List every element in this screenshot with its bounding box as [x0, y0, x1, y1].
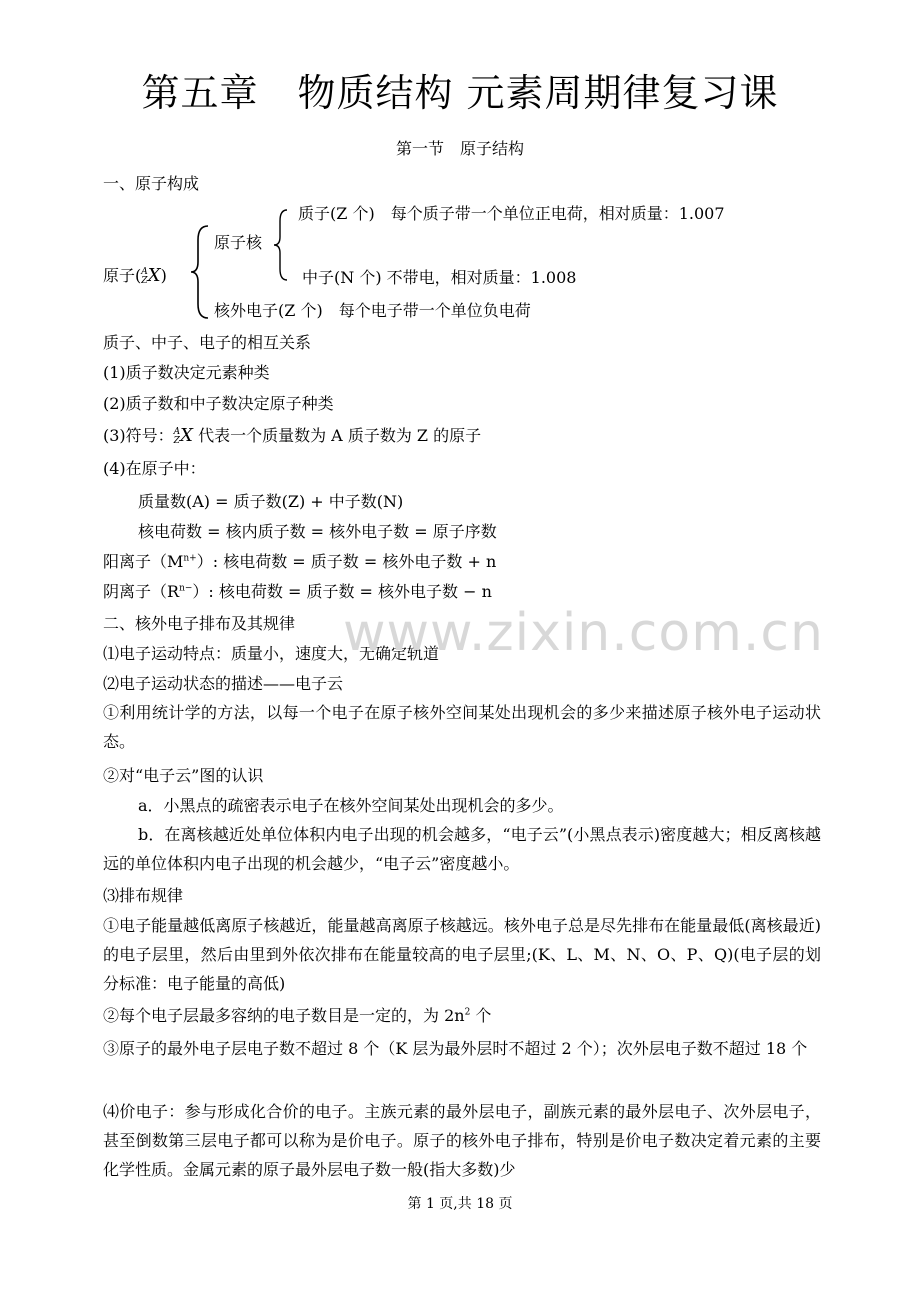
relation-item-1: (1)质子数决定元素种类 [103, 363, 270, 382]
electron-motion-feature: ⑴电子运动特点：质量小，速度大，无确定轨道 [103, 644, 440, 663]
arrangement-rule-1: ①电子能量越低离原子核越近，能量越高离原子核越远。核外电子总是尽先排布在能量最低(离核最近)的电子层里，然后由里到外依次排布在能量较高的电子层里;(K、L、M、N、O、P、Q)(电子层的划分标准：电子能量的高低) [103, 916, 821, 993]
section-heading-1: 一、原子构成 [103, 174, 200, 193]
atom-brace [188, 222, 212, 322]
arrangement-rule-3: ③原子的最外电子层电子数不超过 8 个（K 层为最外层时不超过 2 个）；次外层电子数不超过 18 个 [103, 1039, 808, 1058]
equation-nuclear-charge: 核电荷数 = 核内质子数 = 核外电子数 = 原子序数 [138, 522, 497, 541]
anion-equation: 阴离子$(R^{n-})$: 核电荷数 = 质子数 = 核外电子数 − n [103, 582, 492, 601]
nuclide-script-inline: A Z [173, 426, 181, 446]
nucleus-label: 原子核 [214, 233, 263, 252]
understanding-item-b: b．在离核越近处单位体积内电子出现的机会越多，“电子云”(小黑点表示)密度越大；相反离核越远的单位体积内电子出现的机会越少，“电子云”密度越小。 [103, 825, 821, 873]
mass-number: A [141, 266, 148, 277]
atomic-number: Z [141, 275, 148, 286]
cation-equation: 阳离子$(M^{n+})$: 核电荷数 = 质子数 = 核外电子数 + n [103, 552, 497, 571]
electron-line: 核外电子(Z 个) 每个电子带一个单位负电荷 [214, 301, 531, 320]
element-symbol: X [147, 265, 161, 286]
relation-item-2: (2)质子数和中子数决定原子种类 [103, 394, 334, 413]
page-footer: 第 1 页,共 18 页 [407, 1196, 513, 1212]
electron-cloud-heading: ⑵电子运动状态的描述——电子云 [103, 674, 344, 693]
chapter-title: 第五章 物质结构 元素周期律复习课 [141, 71, 779, 115]
proton-line: 质子(Z 个) 每个质子带一个单位正电荷，相对质量：1.007 [298, 204, 725, 223]
arrangement-rules-heading: ⑶排布规律 [103, 886, 184, 905]
section-subtitle: 第一节 原子结构 [395, 139, 524, 158]
electron-cloud-desc: ①利用统计学的方法，以每一个电子在原子核外空间某处出现机会的多少来描述原子核外电子运动状态。 [103, 703, 821, 751]
watermark: www.zixin.com.cn [343, 603, 824, 663]
nucleus-brace [271, 207, 291, 283]
neutron-line: 中子(N 个) 不带电，相对质量：1.008 [302, 268, 577, 287]
atom-label: 原子(A ZX) [103, 265, 167, 286]
understanding-item-a: a．小黑点的疏密表示电子在核外空间某处出现机会的多少。 [138, 796, 564, 815]
valence-electron-paragraph: ⑷价电子：参与形成化合价的电子。主族元素的最外层电子，副族元素的最外层电子、次外层电子，甚至倒数第三层电子都可以称为是价电子。原子的核外电子排布，特别是价电子数决定着元素的主要化学性质。金属元素的原子最外层电子数一般(指大多数)少 [103, 1102, 821, 1179]
relation-item-3: (3)符号：A ZX 代表一个质量数为 A 质子数为 Z 的原子 [103, 425, 482, 446]
relation-heading: 质子、中子、电子的相互关系 [103, 333, 312, 352]
arrangement-rule-2: ②每个电子层最多容纳的电子数目是一定的，为 $2n^2$ 个 [103, 1006, 492, 1025]
equation-mass-number: 质量数(A) = 质子数(Z) + 中子数(N) [138, 492, 404, 511]
electron-cloud-understanding: ②对“电子云”图的认识 [103, 766, 264, 785]
section-heading-2: 二、核外电子排布及其规律 [103, 614, 296, 633]
relation-item-4: (4)在原子中： [103, 459, 206, 478]
